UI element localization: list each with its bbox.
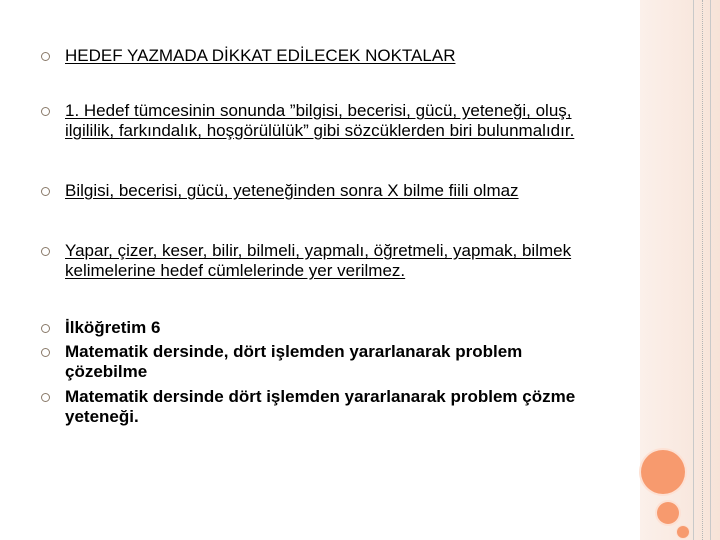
circle-bullet-icon	[41, 247, 50, 256]
list-item	[40, 46, 600, 66]
list-item-text: 1. Hedef tümcesinin sonunda ”bilgisi, becerisi, gücü, yeteneği, oluş, ilgililik, farkındalık, hoşgörülülük” gibi sözcüklerden biri bulunmalıdır.	[65, 101, 575, 140]
list-item	[40, 181, 600, 201]
list-item-text: Bilgisi, becerisi, gücü, yeteneğinden sonra X bilme fiili olmaz	[65, 181, 519, 200]
decorative-circle-large	[641, 450, 685, 494]
circle-bullet-icon	[41, 107, 50, 116]
circle-bullet-icon	[41, 52, 50, 61]
list-item-text: İlköğretim 6	[65, 318, 161, 337]
decorative-rail-dashed-line	[702, 0, 703, 540]
list-item	[40, 387, 600, 427]
decorative-circle-medium	[657, 502, 679, 524]
decorative-rail-line	[693, 0, 694, 540]
circle-bullet-icon	[41, 187, 50, 196]
list-item-text: HEDEF YAZMADA DİKKAT EDİLECEK NOKTALAR	[65, 46, 456, 65]
decorative-rail-line	[710, 0, 711, 540]
decorative-circle-small	[677, 526, 689, 538]
list-item	[40, 101, 600, 141]
list-item-text: Yapar, çizer, keser, bilir, bilmeli, yapmalı, öğretmeli, yapmak, bilmek kelimelerine hedef cümlelerinde yer verilmez.	[65, 241, 572, 280]
list-item	[40, 318, 600, 338]
list-item	[40, 241, 600, 281]
slide-bullet-list	[40, 46, 600, 427]
circle-bullet-icon	[41, 324, 50, 333]
list-item-text: Matematik dersinde dört işlemden yararlanarak problem çözme yeteneği.	[65, 387, 576, 426]
circle-bullet-icon	[41, 393, 50, 402]
list-item-text: Matematik dersinde, dört işlemden yararlanarak problem çözebilme	[65, 342, 523, 381]
list-item	[40, 342, 600, 382]
circle-bullet-icon	[41, 348, 50, 357]
